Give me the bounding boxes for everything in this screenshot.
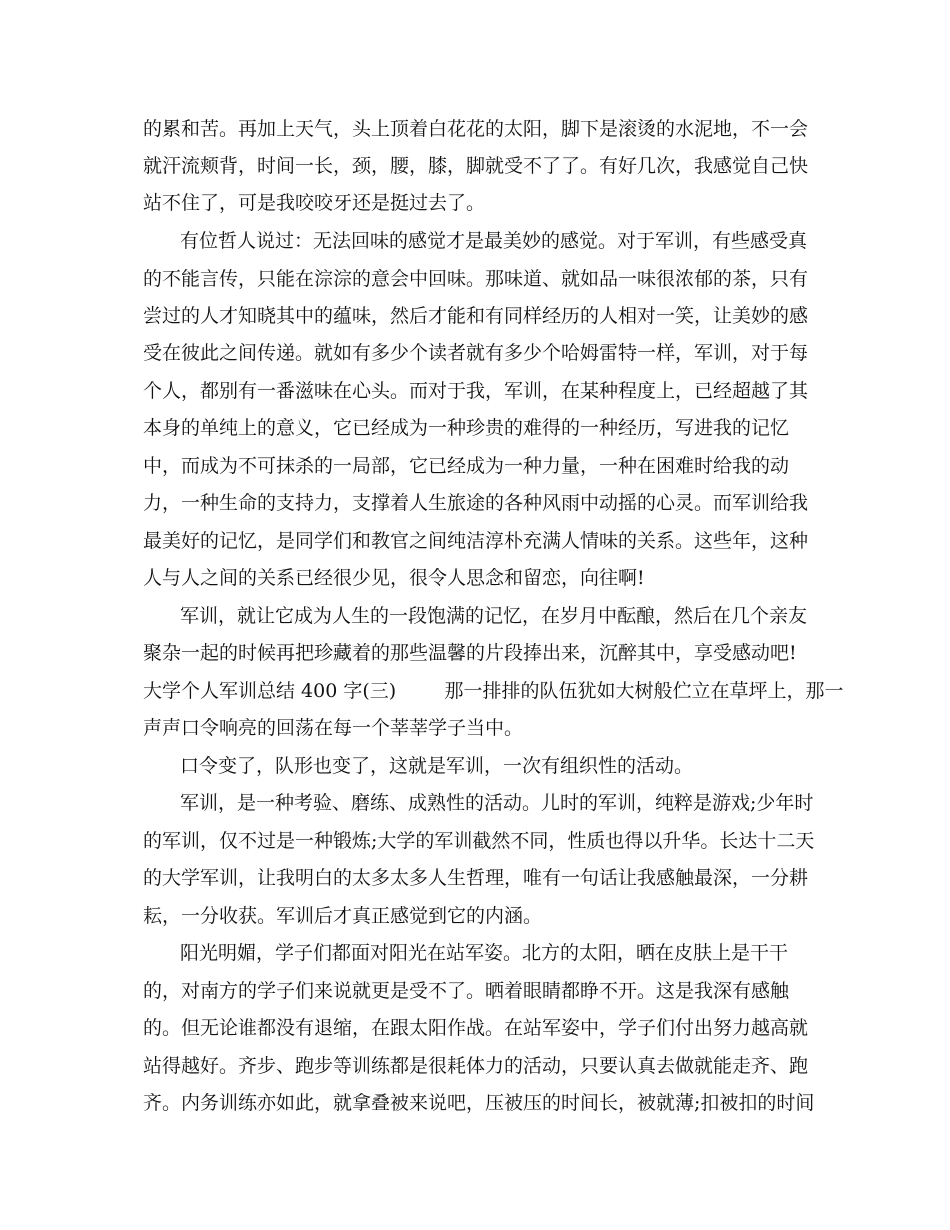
text-line: 站得越好。齐步、跑步等训练都是很耗体力的活动，只要认真去做就能走齐、跑	[143, 1055, 809, 1077]
text-line: 声声口令响亮的回荡在每一个莘莘学子当中。	[143, 717, 524, 739]
section-heading-line: 大学个人军训总结 400 字(三) 那一排排的队伍犹如大树般伫立在草坪上，那一	[143, 680, 844, 702]
text-line: 的大学军训，让我明白的太多太多人生哲理，唯有一句话让我感触最深，一分耕	[143, 867, 809, 889]
text-line: 的不能言传，只能在淙淙的意会中回味。那味道、就如品一味很浓郁的茶，只有	[143, 268, 809, 290]
text-line: 耘，一分收获。军训后才真正感觉到它的内涵。	[143, 905, 543, 927]
text-line: 的，对南方的学子们来说就更是受不了。晒着眼睛都睁不开。这是我深有感触	[143, 980, 790, 1002]
text-line: 的累和苦。再加上天气，头上顶着白花花的太阳，脚下是滚烫的水泥地，不一会	[143, 118, 809, 140]
text-line: 本身的单纯上的意义，它已经成为一种珍贵的难得的一种经历，写进我的记忆	[143, 417, 790, 439]
text-line: 就汗流颊背，时间一长，颈，腰，膝，脚就受不了了。有好几次，我感觉自己快	[143, 155, 809, 177]
text-line: 力，一种生命的支持力，支撑着人生旅途的各种风雨中动摇的心灵。而军训给我	[143, 492, 809, 514]
text-line: 聚杂一起的时候再把珍藏着的那些温馨的片段捧出来，沉醉其中，享受感动吧!	[143, 642, 797, 664]
text-line: 个人，都别有一番滋味在心头。而对于我，军训，在某种程度上，已经超越了其	[143, 380, 809, 402]
text-line: 站不住了，可是我咬咬牙还是挺过去了。	[143, 192, 486, 214]
text-line: 齐。内务训练亦如此，就拿叠被来说吧，压被压的时间长，被就薄;扣被扣的时间	[143, 1092, 815, 1114]
text-line: 军训，是一种考验、磨练、成熟性的活动。儿时的军训，纯粹是游戏;少年时	[180, 792, 814, 814]
text-line: 中，而成为不可抹杀的一局部，它已经成为一种力量，一种在困难时给我的动	[143, 455, 790, 477]
text-line: 人与人之间的关系已经很少见，很令人思念和留恋，向往啊!	[143, 567, 645, 589]
text-line: 尝过的人才知晓其中的蕴味，然后才能和有同样经历的人相对一笑，让美妙的感	[143, 305, 809, 327]
text-line: 有位哲人说过：无法回味的感觉才是最美妙的感觉。对于军训，有些感受真	[180, 230, 808, 252]
text-line: 军训，就让它成为人生的一段饱满的记忆，在岁月中酝酿，然后在几个亲友	[180, 605, 808, 627]
text-line: 的。但无论谁都没有退缩，在跟太阳作战。在站军姿中，学子们付出努力越高就	[143, 1017, 809, 1039]
text-line: 的军训，仅不过是一种锻炼;大学的军训截然不同，性质也得以升华。长达十二天	[143, 830, 815, 852]
text-line: 阳光明媚，学子们都面对阳光在站军姿。北方的太阳，晒在皮肤上是干干	[180, 942, 789, 964]
text-line: 口令变了，队形也变了，这就是军训，一次有组织性的活动。	[180, 755, 694, 777]
text-line: 最美好的记忆，是同学们和教官之间纯洁淳朴充满人情味的关系。这些年，这种	[143, 530, 809, 552]
text-line: 受在彼此之间传递。就如有多少个读者就有多少个哈姆雷特一样，军训，对于每	[143, 342, 809, 364]
